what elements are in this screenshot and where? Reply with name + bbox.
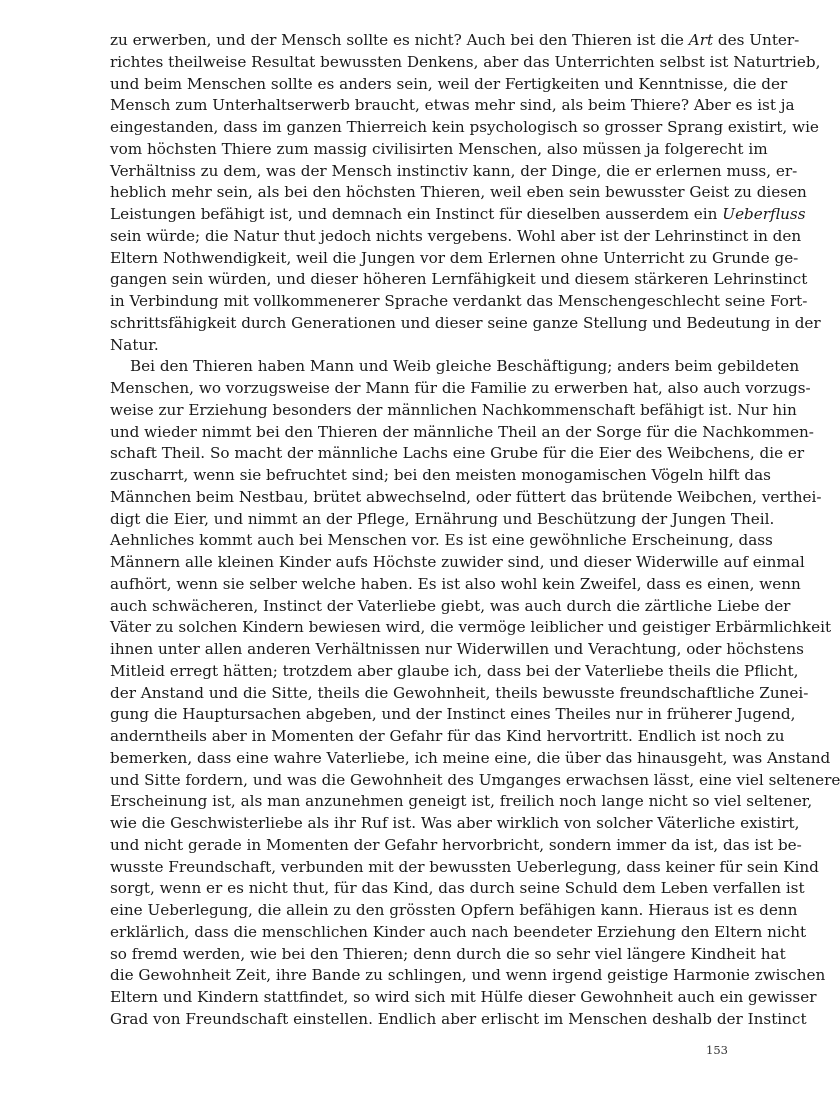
emphasis: Ueberfluss: [722, 205, 806, 223]
text-line: Bei den Thieren haben Mann und Weib gleiche Beschäftigung; anders beim gebildeten: [130, 357, 800, 376]
text-block: [110, 30, 840, 1031]
text-line: und beim Menschen sollte es anders sein, weil der Fertigkeiten und Kenntnisse, die der: [110, 74, 788, 93]
text-line: wie die Geschwisterliebe als ihr Ruf ist. Was aber wirklich von solcher Väterliche existirt,: [110, 814, 800, 832]
text-line: heblich mehr sein, als bei den höchsten Thieren, weil eben sein bewusster Geist zu diesen: [110, 183, 807, 202]
text-line: sorgt, wenn er es nicht thut, für das Kind, das durch seine Schuld dem Leben verfallen ist: [110, 879, 805, 898]
text-line: Väter zu solchen Kindern bewiesen wird, die vermöge leiblicher und geistiger Erbärmlichkeit: [110, 618, 832, 637]
text-line: Menschen, wo vorzugsweise der Mann für die Familie zu erwerben hat, also auch vorzugs-: [110, 379, 811, 397]
text-line: der Anstand und die Sitte, theils die Gewohnheit, theils bewusste freundschaftliche Zunei-: [110, 683, 809, 702]
text-line: Männern alle kleinen Kinder aufs Höchste zuwider sind, und dieser Widerwille auf einmal: [110, 553, 805, 571]
text-line: eingestanden, dass im ganzen Thierreich kein psychologisch so grosser Sprang existirt, wie: [110, 118, 819, 136]
text-line: Grad von Freundschaft einstellen. Endlich aber erlischt im Menschen deshalb der Instinct: [110, 1009, 807, 1028]
text-line: und Sitte fordern, und was die Gewohnheit des Umganges erwachsen lässt, eine viel seltenere: [110, 770, 840, 789]
paragraph: [110, 356, 840, 1030]
text-line: digt die Eier, und nimmt an der Pflege, Ernährung und Beschützung der Jungen Theil.: [110, 509, 775, 528]
text-line: anderntheils aber in Momenten der Gefahr für das Kind hervortritt. Endlich ist noch zu: [110, 727, 785, 745]
text-line: gangen sein würden, und dieser höheren Lernfähigkeit und diesem stärkeren Lehrinstinct: [110, 270, 808, 289]
emphasis: Art: [688, 31, 714, 49]
paragraph: [110, 30, 821, 356]
text-line: in Verbindung mit vollkommenerer Sprache verdankt das Menschengeschlecht seine Fort-: [110, 292, 808, 310]
text-line: bemerken, dass eine wahre Vaterliebe, ich meine eine, die über das hinausgeht, was Anstand: [110, 748, 831, 767]
text-line: richtes theilweise Resultat bewussten Denkens, aber das Unterrichten selbst ist Naturtrieb,: [110, 52, 821, 71]
text-line: so fremd werden, wie bei den Thieren; denn durch die so sehr viel längere Kindheit hat: [110, 944, 786, 963]
text-line: schrittsfähigkeit durch Generationen und dieser seine ganze Stellung und Bedeutung in der: [110, 313, 821, 332]
text-line: gung die Hauptursachen abgeben, und der Instinct eines Theiles nur in früherer Jugend,: [110, 705, 796, 724]
text-line: Eltern Nothwendigkeit, weil die Jungen vor dem Erlernen ohne Unterricht zu Grunde ge-: [110, 248, 799, 267]
text-line: eine Ueberlegung, die allein zu den grössten Opfern befähigen kann. Hieraus ist es denn: [110, 901, 798, 919]
text-line: und nicht gerade in Momenten der Gefahr hervorbricht, sondern immer da ist, das ist be-: [110, 835, 802, 854]
text-line: zu erwerben, und der Mensch sollte es nicht? Auch bei den Thieren ist die Art des Unter-: [110, 31, 800, 49]
text-line: wusste Freundschaft, verbunden mit der bewussten Ueberlegung, dass keiner für sein Kind: [110, 857, 819, 876]
text-line: und wieder nimmt bei den Thieren der männliche Theil an der Sorge für die Nachkommen-: [110, 422, 814, 441]
page-body: [110, 30, 840, 1031]
text-line: Erscheinung ist, als man anzunehmen geneigt ist, freilich noch lange nicht so viel seltener,: [110, 792, 813, 811]
text-line: erklärlich, dass die menschlichen Kinder auch nach beendeter Erziehung den Eltern nicht: [110, 922, 807, 941]
text-line: aufhört, wenn sie selber welche haben. Es ist also wohl kein Zweifel, dass es einen, wenn: [110, 574, 801, 593]
text-line: vom höchsten Thiere zum massig civilisirten Menschen, also müssen ja folgerecht im: [110, 139, 768, 158]
text-line: die Gewohnheit Zeit, ihre Bande zu schlingen, und wenn irgend geistige Harmonie zwischen: [110, 966, 826, 985]
text-line: Mitleid erregt hätten; trotzdem aber glaube ich, dass bei der Vaterliebe theils die Pflicht,: [110, 661, 799, 680]
text-line: Mensch zum Unterhaltserwerb braucht, etwas mehr sind, als beim Thiere? Aber es ist ja: [110, 96, 795, 115]
page-number: 153: [706, 1043, 728, 1057]
text-line: Verhältniss zu dem, was der Mensch instinctiv kann, der Dinge, die er erlernen muss, er-: [110, 161, 798, 180]
text-line: Aehnliches kommt auch bei Menschen vor. Es ist eine gewöhnliche Erscheinung, dass: [110, 531, 773, 550]
text-line: ihnen unter allen anderen Verhältnissen nur Widerwillen und Verachtung, oder höchstens: [110, 640, 804, 658]
text-line: Männchen beim Nestbau, brütet abwechselnd, oder füttert das brütende Weibchen, verthei-: [110, 487, 822, 506]
text-line: weise zur Erziehung besonders der männlichen Nachkommenschaft befähigt ist. Nur hin: [110, 400, 797, 419]
text-line: Natur.: [110, 335, 159, 354]
text-line: sein würde; die Natur thut jedoch nichts vergebens. Wohl aber ist der Lehrinstinct in den: [110, 226, 802, 245]
text-line: schaft Theil. So macht der männliche Lachs eine Grube für die Eier des Weibchens, die er: [110, 444, 805, 463]
text-line: Eltern und Kindern stattfindet, so wird sich mit Hülfe dieser Gewohnheit auch ein gewisser: [110, 988, 817, 1006]
text-line: zuscharrt, wenn sie befruchtet sind; bei den meisten monogamischen Vögeln hilft das: [110, 466, 771, 484]
text-line: Leistungen befähigt ist, und demnach ein Instinct für dieselben ausserdem ein Ueberfluss: [110, 205, 806, 223]
text-line: auch schwächeren, Instinct der Vaterliebe giebt, was auch durch die zärtliche Liebe der: [110, 596, 791, 615]
